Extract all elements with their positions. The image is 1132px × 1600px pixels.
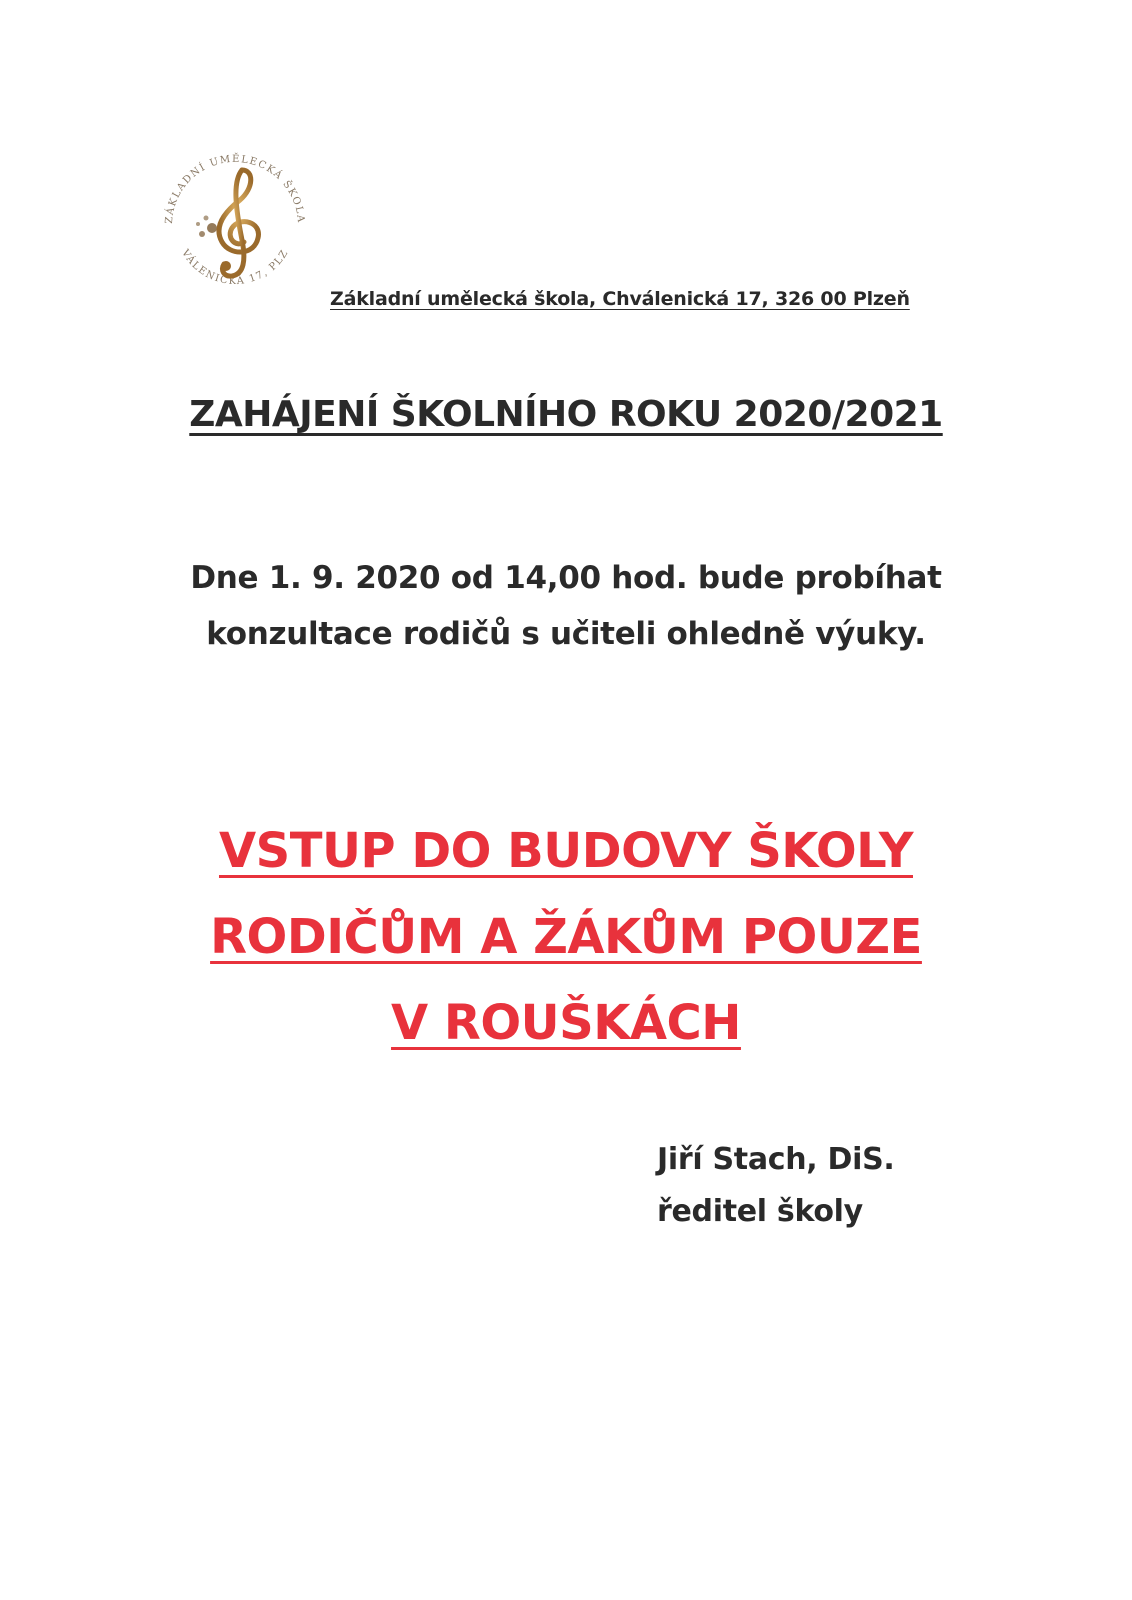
consultation-info <box>0 550 1132 662</box>
school-address-line: Základní umělecká škola, Chválenická 17, 326 00 Plzeň <box>330 288 910 310</box>
notice-line-3: V ROUŠKÁCH <box>391 995 741 1051</box>
school-logo <box>150 130 320 300</box>
notice-line-2: RODIČŮM A ŽÁKŮM POUZE <box>210 909 922 965</box>
mask-notice <box>0 808 1132 1066</box>
info-line-2: konzultace rodičů s učiteli ohledně výuky. <box>206 616 926 652</box>
notice-line-1: VSTUP DO BUDOVY ŠKOLY <box>218 823 913 879</box>
signature-role: ředitel školy <box>657 1194 863 1229</box>
treble-clef-seal-icon <box>150 130 320 300</box>
svg-text:CHVÁLENICKÁ 17, PLZEŇ: VÁLENICKÁ 17, PLZ <box>179 247 291 288</box>
signature-name: Jiří Stach, DiS. <box>657 1142 895 1177</box>
info-line-1: Dne 1. 9. 2020 od 14,00 hod. bude probíhat <box>190 560 942 596</box>
svg-text:ZÁKLADNÍ UMĚLECKÁ ŠKOLA: ZÁKLADNÍ UMĚLECKÁ ŠKOLA <box>163 153 307 225</box>
page-title: ZAHÁJENÍ ŠKOLNÍHO ROKU 2020/2021 <box>189 394 943 435</box>
signature-block <box>657 1134 895 1238</box>
